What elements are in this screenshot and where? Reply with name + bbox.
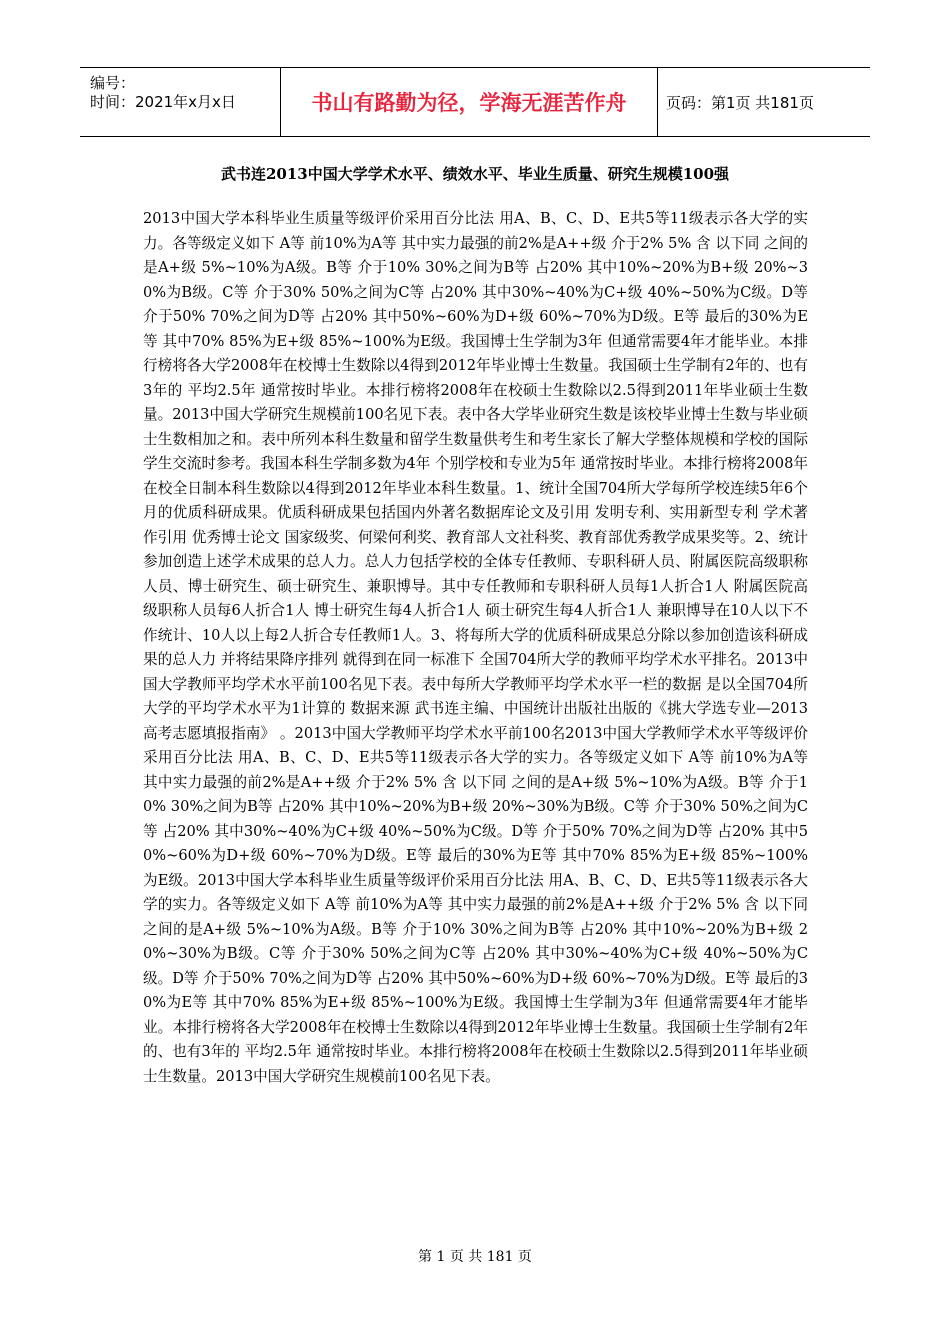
page-footer: 第 1 页 共 181 页 <box>418 1249 532 1265</box>
page-header <box>80 67 870 137</box>
header-page-info: 页码：第1页 共181页 <box>666 93 814 112</box>
document-number-label: 编号： <box>90 74 136 92</box>
document-title: 武书连2013中国大学学术水平、绩效水平、毕业生质量、研究生规模100强 <box>220 165 730 183</box>
header-motto: 书山有路勤为径，学海无涯苦作舟 <box>280 68 658 136</box>
document-body: 2013中国大学本科毕业生质量等级评价采用百分比法 用A、B、C、D、E共5等11级表示各大学的实力。各等级定义如下 A等 前10%为A等 其中实力最强的前2%是A++级 介于2% 5% 含 以下同 之间的是A+级 5%~10%为A级。B等 介于10% 30%之间为B等 占20% 其中10%~20%为B+级 20%~30%为B级。C等 介于30% 50%之间为C等 占20% 其中30%~40%为C+级 40%~50%为C级。D等 介于50% 70%之间为D等 占20% 其中50%~60%为D+级 60%~70%为D级。E等 最后的30%为E等 其中70% 85%为E+级 85%~100%为E级。我国博士生学制为3年 但通常需要4年才能毕业。本排行榜将各大学2008年在校博士生数除以4得到2012年毕业博士生数量。我国硕士生学制有2年的、也有3年的 平均2.5年 通常按时毕业。本排行榜将2008年在校硕士生数除以2.5得到2011年毕业硕士生数量。2013中国大学研究生规模前100名见下表。表中各大学毕业研究生数是该校毕业博士生数与毕业硕士生数相加之和。表中所列本科生数量和留学生数量供考生和考生家长了解大学整体规模和学校的国际学生交流时参考。我国本科生学制多数为4年 个别学校和专业为5年 通常按时毕业。本排行榜将2008年在校全日制本科生数除以4得到2012年毕业本科生数量。1、统计全国704所大学每所学校连续5年6个月的优质科研成果。优质科研成果包括国内外著名数据库论文及引用 发明专利、实用新型专利 学术著作引用 优秀博士论文 国家级奖、何梁何利奖、教育部人文社科奖、教育部优秀教学成果奖等。2、统计参加创造上述学术成果的总人力。总人力包括学校的全体专任教师、专职科研人员、附属医院高级职称人员、博士研究生、硕士研究生、兼职博导。其中专任教师和专职科研人员每1人折合1人 附属医院高级职称人员每6人折合1人 博士研究生每4人折合1人 硕士研究生每4人折合1人 兼职博导在10人以下不作统计、10人以上每2人折合专任教师1人。3、将每所大学的优质科研成果总分除以参加创造该科研成果的总人力 并将结果降序排列 就得到在同一标准下 全国704所大学的教师平均学术水平排名。2013中国大学教师平均学术水平前100名见下表。表中每所大学教师平均学术水平一栏的数据 是以全国704所大学的平均学术水平为1计算的 数据来源 武书连主编、中国统计出版社出版的《挑大学选专业—2013高考志愿填报指南》 。2013中国大学教师平均学术水平前100名2013中国大学教师学术水平等级评价采用百分比法 用A、B、C、D、E共5等11级表示各大学的实力。各等级定义如下 A等 前10%为A等 其中实力最强的前2%是A++级 介于2% 5% 含 以下同 之间的是A+级 5%~10%为A级。B等 介于10% 30%之间为B等 占20% 其中10%~20%为B+级 20%~30%为B级。C等 介于30% 50%之间为C等 占20% 其中30%~40%为C+级 40%~50%为C级。D等 介于50% 70%之间为D等 占20% 其中50%~60%为D+级 60%~70%为D级。E等 最后的30%为E等 其中70% 85%为E+级 85%~100%为E级。2013中国大学本科毕业生质量等级评价采用百分比法 用A、B、C、D、E共5等11级表示各大学的实力。各等级定义如下 A等 前10%为A等 其中实力最强的前2%是A++级 介于2% 5% 含 以下同 之间的是A+级 5%~10%为A级。B等 介于10% 30%之间为B等 占20% 其中10%~20%为B+级 20%~30%为B级。C等 介于30% 50%之间为C等 占20% 其中30%~40%为C+级 40%~50%为C级。D等 介于50% 70%之间为D等 占20% 其中50%~60%为D+级 60%~70%为D级。E等 最后的30%为E等 其中70% 85%为E+级 85%~100%为E级。我国博士生学制为3年 但通常需要4年才能毕业。本排行榜将各大学2008年在校博士生数除以4得到2012年毕业博士生数量。我国硕士生学制有2年的、也有3年的 平均2.5年 通常按时毕业。本排行榜将2008年在校硕士生数除以2.5得到2011年毕业硕士生数量。2013中国大学研究生规模前100名见下表。 <box>143 210 808 1085</box>
header-meta <box>80 68 280 136</box>
document-date-label: 时间：2021年x月x日 <box>90 93 236 111</box>
